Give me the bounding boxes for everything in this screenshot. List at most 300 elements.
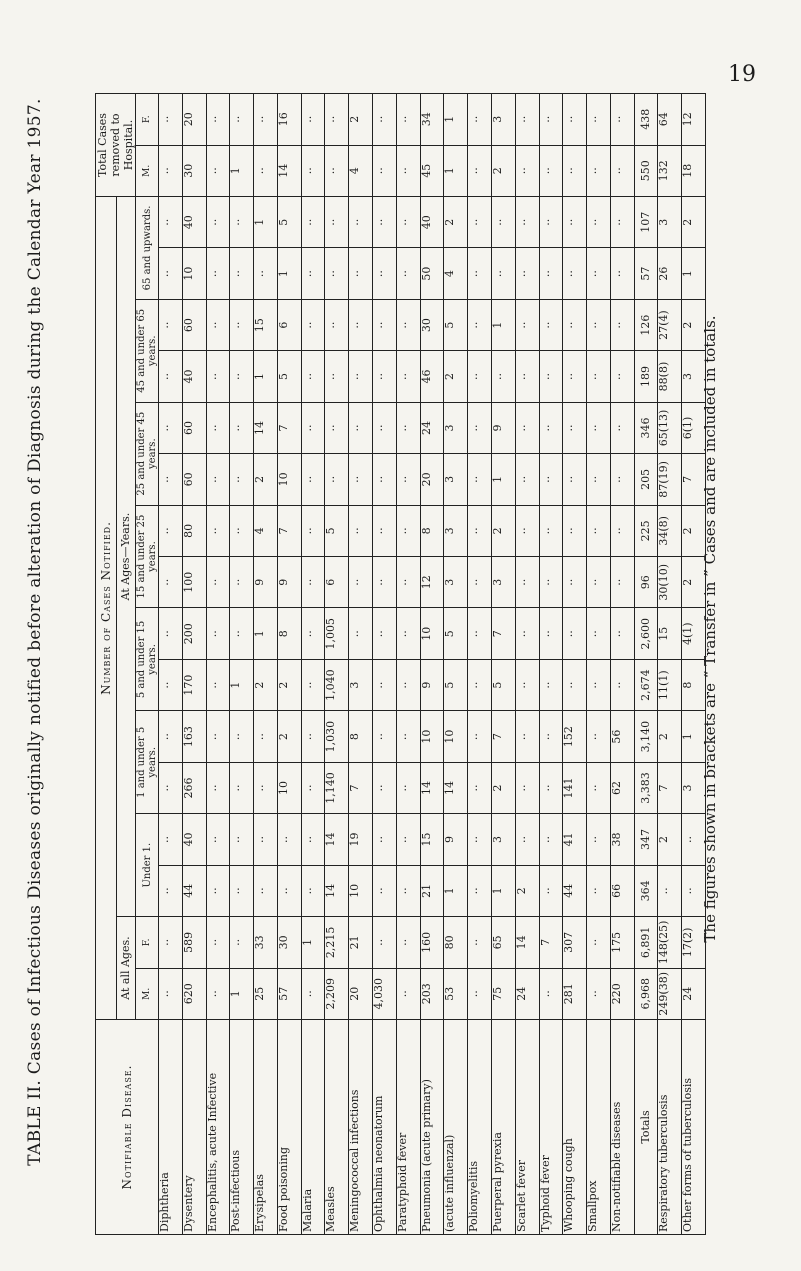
- cell-value: 24: [420, 402, 444, 453]
- cell-value: 20: [349, 968, 373, 1019]
- disease-table: [95, 93, 706, 1235]
- cell-value: ..: [206, 557, 230, 608]
- cell-value: 346: [634, 402, 658, 453]
- cell-value: ..: [325, 145, 349, 196]
- cell-value: 30(10): [658, 557, 682, 608]
- cell-value: ..: [301, 711, 325, 762]
- cell-value: ..: [396, 711, 420, 762]
- cell-value: ..: [396, 608, 420, 659]
- cell-value: ..: [539, 402, 563, 453]
- disease-name: Smallpox: [587, 1020, 611, 1235]
- cell-value: 1: [230, 145, 254, 196]
- cell-value: 4: [254, 505, 278, 556]
- cell-value: 163: [182, 711, 206, 762]
- table-row: [230, 94, 254, 1235]
- cell-value: 2: [682, 505, 706, 556]
- cell-value: ..: [159, 94, 183, 146]
- cell-value: ..: [230, 505, 254, 556]
- age-group-header: 5 and under 15 years.: [136, 608, 159, 711]
- cell-value: 8: [349, 711, 373, 762]
- cell-value: ..: [468, 454, 492, 505]
- cell-value: 80: [444, 917, 468, 968]
- cell-value: ..: [230, 814, 254, 865]
- cell-value: ..: [610, 608, 634, 659]
- cell-value: ..: [468, 557, 492, 608]
- cell-value: 1,030: [325, 711, 349, 762]
- cell-value: ..: [468, 865, 492, 916]
- cell-value: ..: [610, 659, 634, 710]
- cell-value: 1,005: [325, 608, 349, 659]
- cell-value: ..: [539, 505, 563, 556]
- cell-value: ..: [396, 351, 420, 402]
- cell-value: ..: [396, 557, 420, 608]
- cell-value: ..: [206, 299, 230, 350]
- table-body: [159, 94, 706, 1235]
- cell-value: ..: [159, 505, 183, 556]
- cell-value: ..: [587, 145, 611, 196]
- cell-value: ..: [301, 557, 325, 608]
- cell-value: 2: [682, 299, 706, 350]
- cell-value: 7: [682, 454, 706, 505]
- cell-value: ..: [159, 351, 183, 402]
- cell-value: 60: [182, 454, 206, 505]
- cell-value: 1: [254, 608, 278, 659]
- table-row: [444, 94, 468, 1235]
- cell-value: ..: [515, 145, 539, 196]
- cell-value: 2: [491, 145, 515, 196]
- cell-value: 6: [277, 299, 301, 350]
- disease-name: Respiratory tuberculosis: [658, 1020, 682, 1235]
- cell-value: ..: [539, 351, 563, 402]
- cell-value: ..: [277, 814, 301, 865]
- cell-value: ..: [468, 145, 492, 196]
- cell-value: 3: [658, 197, 682, 248]
- disease-name: Non-notifiable diseases: [610, 1020, 634, 1235]
- cell-value: ..: [301, 505, 325, 556]
- cell-value: ..: [206, 865, 230, 916]
- cell-value: ..: [515, 299, 539, 350]
- cell-value: ..: [396, 865, 420, 916]
- cell-value: 8: [277, 608, 301, 659]
- table-row: [682, 94, 706, 1235]
- cell-value: 2: [444, 197, 468, 248]
- disease-name: Totals: [634, 1020, 658, 1235]
- table-row: [658, 94, 682, 1235]
- age-group-header: 45 and under 65 years.: [136, 299, 159, 402]
- cell-value: 9: [444, 814, 468, 865]
- cell-value: 2: [277, 659, 301, 710]
- cell-value: 189: [634, 351, 658, 402]
- cell-value: 20: [420, 454, 444, 505]
- cell-value: 2: [254, 659, 278, 710]
- cell-value: ..: [349, 197, 373, 248]
- disease-name: Ophthalmia neonatorum: [373, 1020, 397, 1235]
- cell-value: 15: [254, 299, 278, 350]
- cell-value: ..: [159, 762, 183, 813]
- cell-value: 21: [349, 917, 373, 968]
- cell-value: 12: [420, 557, 444, 608]
- cell-value: 64: [658, 94, 682, 146]
- cell-value: 50: [420, 248, 444, 299]
- cell-value: ..: [587, 814, 611, 865]
- cell-value: ..: [658, 865, 682, 916]
- disease-name: Erysipelas: [254, 1020, 278, 1235]
- cell-value: ..: [349, 505, 373, 556]
- table-row: [515, 94, 539, 1235]
- cell-value: ..: [254, 814, 278, 865]
- cell-value: 3: [444, 557, 468, 608]
- cell-value: ..: [254, 145, 278, 196]
- table-row: [634, 94, 658, 1235]
- table-row: [539, 94, 563, 1235]
- cell-value: ..: [206, 814, 230, 865]
- cell-value: ..: [610, 351, 634, 402]
- cell-value: 7: [277, 402, 301, 453]
- cell-value: 100: [182, 557, 206, 608]
- cell-value: 10: [444, 711, 468, 762]
- cell-value: ..: [515, 608, 539, 659]
- cell-value: ..: [230, 865, 254, 916]
- cell-value: 3: [349, 659, 373, 710]
- cell-value: ..: [206, 917, 230, 968]
- cell-value: ..: [301, 145, 325, 196]
- cell-value: 30: [420, 299, 444, 350]
- cell-value: 9: [254, 557, 278, 608]
- disease-name: Poliomyelitis: [468, 1020, 492, 1235]
- cell-value: ..: [587, 299, 611, 350]
- cell-value: ..: [373, 402, 397, 453]
- cell-value: 2,215: [325, 917, 349, 968]
- cell-value: ..: [230, 762, 254, 813]
- cell-value: ..: [301, 814, 325, 865]
- cell-value: ..: [396, 968, 420, 1019]
- cell-value: ..: [563, 248, 587, 299]
- cell-value: ..: [159, 814, 183, 865]
- cell-value: ..: [468, 197, 492, 248]
- cell-value: ..: [563, 557, 587, 608]
- cell-value: ..: [159, 659, 183, 710]
- cell-value: ..: [230, 917, 254, 968]
- cell-value: ..: [254, 248, 278, 299]
- cell-value: 44: [182, 865, 206, 916]
- cell-value: ..: [563, 145, 587, 196]
- cell-value: ..: [587, 608, 611, 659]
- cell-value: ..: [301, 659, 325, 710]
- table-row: [325, 94, 349, 1235]
- cell-value: ..: [301, 94, 325, 146]
- cell-value: 5: [325, 505, 349, 556]
- cell-value: 40: [182, 814, 206, 865]
- cell-value: 1: [254, 351, 278, 402]
- page-number: 19: [728, 62, 756, 87]
- cell-value: ..: [396, 248, 420, 299]
- cell-value: ..: [277, 865, 301, 916]
- cell-value: ..: [539, 659, 563, 710]
- cell-value: 2: [491, 505, 515, 556]
- cell-value: ..: [301, 351, 325, 402]
- table-row: [254, 94, 278, 1235]
- cell-value: ..: [254, 94, 278, 146]
- cell-value: 15: [420, 814, 444, 865]
- cell-value: ..: [325, 351, 349, 402]
- cell-value: 24: [682, 968, 706, 1019]
- cell-value: ..: [468, 762, 492, 813]
- disease-name: Other forms of tuberculosis: [682, 1020, 706, 1235]
- table-row: [182, 94, 206, 1235]
- cell-value: 8: [682, 659, 706, 710]
- cell-value: 6: [325, 557, 349, 608]
- cell-value: 1: [301, 917, 325, 968]
- cell-value: 132: [658, 145, 682, 196]
- cell-value: ..: [587, 762, 611, 813]
- cell-value: 2,600: [634, 608, 658, 659]
- cell-value: 30: [182, 145, 206, 196]
- cell-value: ..: [610, 145, 634, 196]
- cell-value: ..: [373, 248, 397, 299]
- cell-value: ..: [230, 299, 254, 350]
- cell-value: 60: [182, 299, 206, 350]
- cell-value: 14: [254, 402, 278, 453]
- cell-value: ..: [206, 248, 230, 299]
- cell-value: 5: [277, 351, 301, 402]
- cell-value: ..: [373, 197, 397, 248]
- cell-value: 2: [658, 814, 682, 865]
- cell-value: 9: [277, 557, 301, 608]
- cell-value: ..: [301, 968, 325, 1019]
- cell-value: ..: [325, 402, 349, 453]
- cell-value: ..: [230, 711, 254, 762]
- cell-value: 1,040: [325, 659, 349, 710]
- cell-value: ..: [396, 814, 420, 865]
- cell-value: ..: [610, 402, 634, 453]
- cell-value: 5: [491, 659, 515, 710]
- cell-value: 438: [634, 94, 658, 146]
- cell-value: 66: [610, 865, 634, 916]
- disease-header: Notifiable Disease.: [96, 1020, 159, 1235]
- cell-value: 87(19): [658, 454, 682, 505]
- cell-value: 550: [634, 145, 658, 196]
- cell-value: ..: [515, 711, 539, 762]
- cell-value: 15: [658, 608, 682, 659]
- cell-value: ..: [254, 865, 278, 916]
- cell-value: ..: [206, 659, 230, 710]
- cell-value: 7: [491, 608, 515, 659]
- cell-value: 4(1): [682, 608, 706, 659]
- cell-value: 266: [182, 762, 206, 813]
- cell-value: ..: [539, 608, 563, 659]
- cell-value: ..: [539, 814, 563, 865]
- cell-value: ..: [349, 557, 373, 608]
- cell-value: ..: [610, 197, 634, 248]
- cell-value: ..: [563, 299, 587, 350]
- cell-value: ..: [159, 402, 183, 453]
- cell-value: ..: [515, 557, 539, 608]
- cell-value: ..: [515, 762, 539, 813]
- cell-value: 3: [444, 454, 468, 505]
- table-row: [373, 94, 397, 1235]
- cell-value: ..: [610, 505, 634, 556]
- cell-value: ..: [587, 402, 611, 453]
- cell-value: 3: [491, 814, 515, 865]
- cell-value: ..: [349, 299, 373, 350]
- disease-name: Diphtheria: [159, 1020, 183, 1235]
- disease-name: Encephalitis, acute Infective: [206, 1020, 230, 1235]
- cell-value: ..: [587, 968, 611, 1019]
- mf-header: M.: [136, 968, 159, 1019]
- disease-name: Typhoid fever: [539, 1020, 563, 1235]
- cell-value: 1: [682, 711, 706, 762]
- cell-value: 12: [682, 94, 706, 146]
- cell-value: ..: [373, 865, 397, 916]
- cell-value: 364: [634, 865, 658, 916]
- cell-value: ..: [610, 557, 634, 608]
- cell-value: 30: [277, 917, 301, 968]
- cell-value: 2,209: [325, 968, 349, 1019]
- cell-value: 44: [563, 865, 587, 916]
- age-group-header: Under 1.: [136, 814, 159, 917]
- cell-value: ..: [206, 608, 230, 659]
- cell-value: ..: [373, 505, 397, 556]
- disease-name: Pneumonia (acute primary): [420, 1020, 444, 1235]
- cell-value: ..: [301, 865, 325, 916]
- cell-value: ..: [539, 94, 563, 146]
- cell-value: ..: [325, 94, 349, 146]
- table-row: [301, 94, 325, 1235]
- cell-value: ..: [491, 248, 515, 299]
- cell-value: ..: [587, 248, 611, 299]
- cell-value: 41: [563, 814, 587, 865]
- cell-value: 4: [444, 248, 468, 299]
- cell-value: 307: [563, 917, 587, 968]
- cell-value: ..: [539, 197, 563, 248]
- cell-value: 4,030: [373, 968, 397, 1019]
- disease-name: Puerperal pyrexia: [491, 1020, 515, 1235]
- cell-value: 1: [682, 248, 706, 299]
- footnote: The figures shown in brackets are “ Transfer in ” Cases and are included in totals.: [701, 315, 719, 943]
- cell-value: ..: [539, 248, 563, 299]
- cell-value: ..: [587, 659, 611, 710]
- cell-value: 3: [491, 557, 515, 608]
- cell-value: ..: [373, 814, 397, 865]
- cell-value: ..: [206, 505, 230, 556]
- cell-value: ..: [159, 454, 183, 505]
- cell-value: 60: [182, 402, 206, 453]
- cell-value: ..: [159, 917, 183, 968]
- cell-value: 45: [420, 145, 444, 196]
- table-container: [95, 93, 695, 1235]
- cell-value: 10: [349, 865, 373, 916]
- cell-value: ..: [468, 94, 492, 146]
- cell-value: ..: [159, 968, 183, 1019]
- cell-value: 7: [349, 762, 373, 813]
- cell-value: ..: [301, 454, 325, 505]
- cell-value: ..: [325, 299, 349, 350]
- cell-value: ..: [373, 659, 397, 710]
- cell-value: 1: [230, 968, 254, 1019]
- cell-value: ..: [325, 248, 349, 299]
- cell-value: 7: [658, 762, 682, 813]
- cell-value: ..: [159, 299, 183, 350]
- cell-value: 14: [277, 145, 301, 196]
- cell-value: ..: [468, 814, 492, 865]
- cell-value: ..: [373, 762, 397, 813]
- cell-value: ..: [491, 197, 515, 248]
- table-row: [420, 94, 444, 1235]
- cell-value: 40: [420, 197, 444, 248]
- cell-value: 1: [230, 659, 254, 710]
- cell-value: ..: [254, 711, 278, 762]
- cell-value: 6(1): [682, 402, 706, 453]
- cell-value: 7: [539, 917, 563, 968]
- cell-value: ..: [206, 762, 230, 813]
- cell-value: ..: [396, 145, 420, 196]
- cell-value: ..: [515, 402, 539, 453]
- cell-value: 1: [444, 94, 468, 146]
- cell-value: 10: [182, 248, 206, 299]
- cell-value: ..: [468, 711, 492, 762]
- cell-value: ..: [539, 145, 563, 196]
- disease-name: Paratyphoid fever: [396, 1020, 420, 1235]
- cell-value: ..: [563, 659, 587, 710]
- cell-value: 10: [277, 454, 301, 505]
- disease-name: Post-infectious: [230, 1020, 254, 1235]
- cell-value: 5: [444, 659, 468, 710]
- cell-value: 46: [420, 351, 444, 402]
- cell-value: 38: [610, 814, 634, 865]
- cell-value: ..: [396, 454, 420, 505]
- table-row: [206, 94, 230, 1235]
- cell-value: ..: [206, 197, 230, 248]
- cell-value: ..: [325, 454, 349, 505]
- cell-value: ..: [396, 94, 420, 146]
- cell-value: 2: [444, 351, 468, 402]
- cell-value: 200: [182, 608, 206, 659]
- cell-value: ..: [206, 711, 230, 762]
- cell-value: ..: [396, 762, 420, 813]
- cell-value: 10: [420, 711, 444, 762]
- cell-value: 589: [182, 917, 206, 968]
- cell-value: 56: [610, 711, 634, 762]
- cell-value: 96: [634, 557, 658, 608]
- cell-value: 88(8): [658, 351, 682, 402]
- cell-value: ..: [159, 557, 183, 608]
- cell-value: 26: [658, 248, 682, 299]
- cell-value: ..: [539, 454, 563, 505]
- cell-value: ..: [206, 402, 230, 453]
- table-row: [587, 94, 611, 1235]
- cell-value: 2: [491, 762, 515, 813]
- cell-value: 2: [254, 454, 278, 505]
- cell-value: 1: [277, 248, 301, 299]
- table-row: [277, 94, 301, 1235]
- cell-value: ..: [206, 145, 230, 196]
- cell-value: ..: [230, 248, 254, 299]
- notified-header: Number of Cases Notified.: [96, 197, 117, 1020]
- cell-value: ..: [563, 608, 587, 659]
- cell-value: ..: [539, 711, 563, 762]
- cell-value: ..: [396, 505, 420, 556]
- cell-value: 1: [491, 299, 515, 350]
- cell-value: 141: [563, 762, 587, 813]
- cell-value: ..: [468, 659, 492, 710]
- cell-value: 21: [420, 865, 444, 916]
- cell-value: 3: [682, 762, 706, 813]
- cell-value: 65: [491, 917, 515, 968]
- cell-value: 14: [325, 865, 349, 916]
- cell-value: ..: [349, 351, 373, 402]
- cell-value: 7: [277, 505, 301, 556]
- cell-value: 1: [444, 145, 468, 196]
